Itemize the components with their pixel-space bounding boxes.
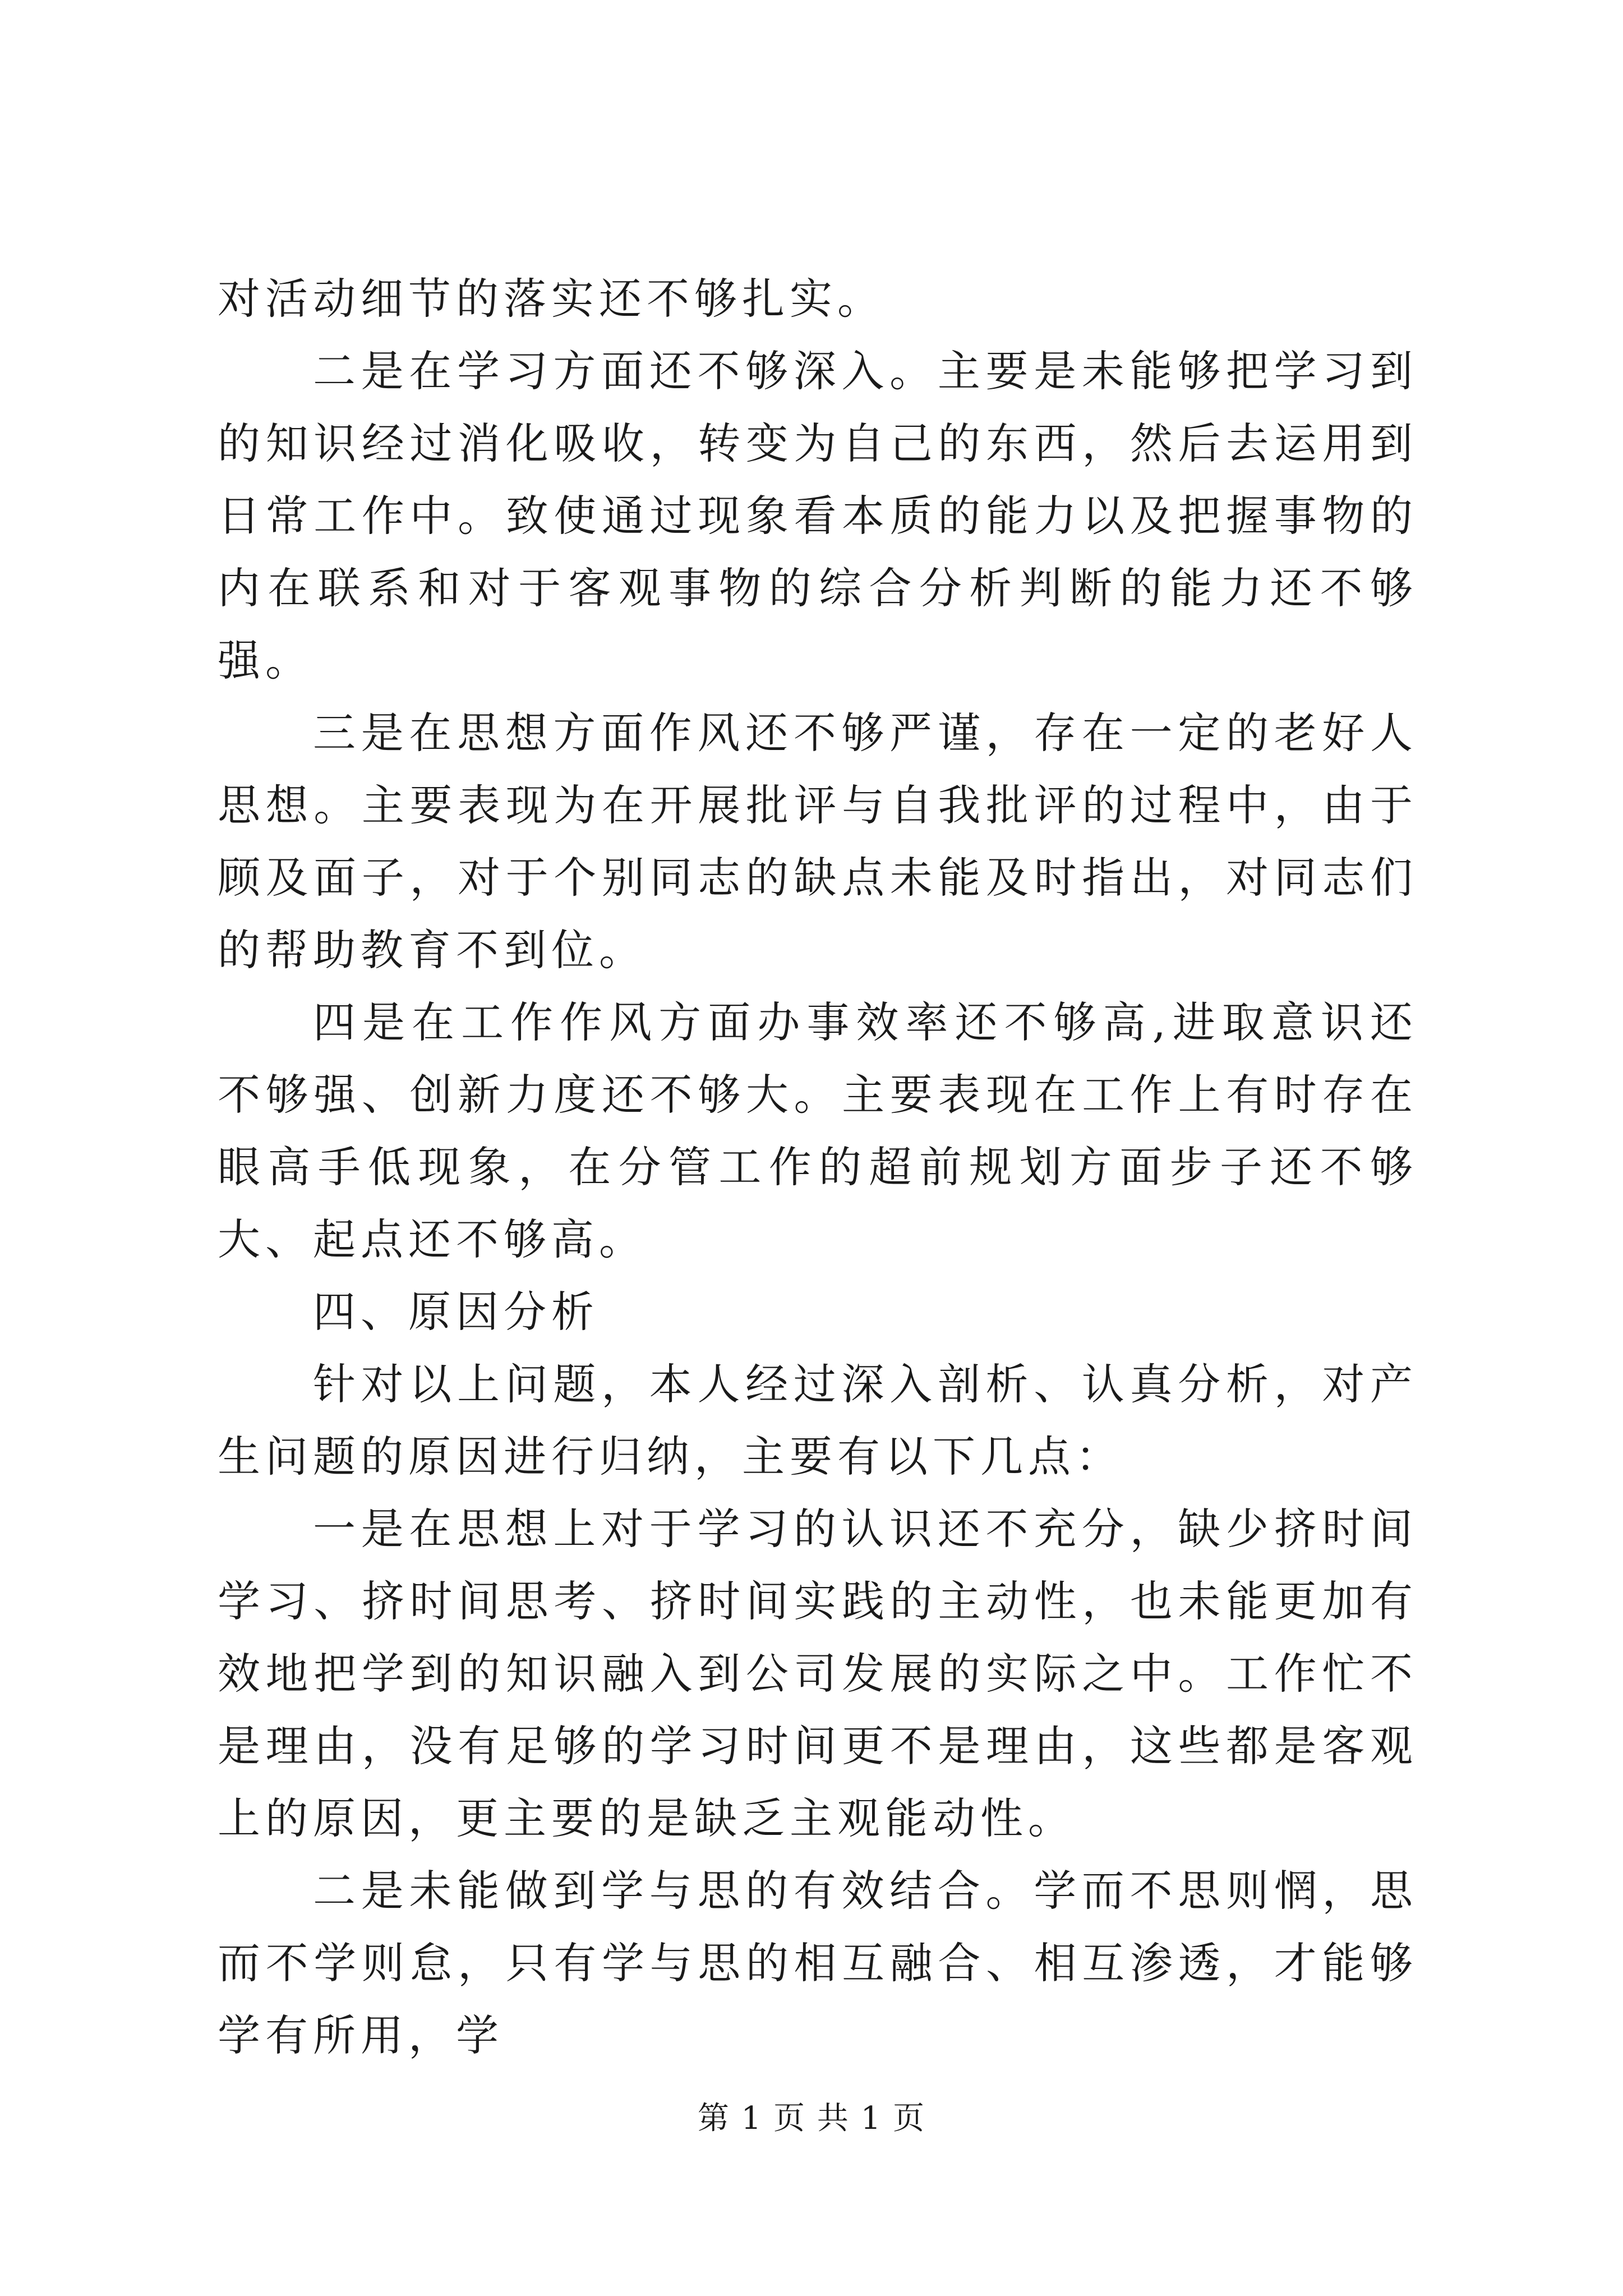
paragraph-3: 三是在思想方面作风还不够严谨，存在一定的老好人思想。主要表现为在开展批评与自我批评的过程中，由于顾及面子，对于个别同志的缺点未能及时指出，对同志们的帮助教育不到位。 — [218, 708, 1418, 975]
section-heading-cause-analysis: 四、原因分析 — [313, 1287, 599, 1337]
paragraph-6: 针对以上问题，本人经过深入剖析、认真分析，对产生问题的原因进行归纳，主要有以下几点： — [218, 1359, 1418, 1481]
paragraph-8: 二是未能做到学与思的有效结合。学而不思则惘，思而不学则怠，只有学与思的相互融合、相互渗透，才能够学有所用，学 — [218, 1866, 1418, 2060]
page-number-footer: 第 1 页 共 1 页 — [697, 2100, 926, 2137]
paragraph-7: 一是在思想上对于学习的认识还不充分，缺少挤时间学习、挤时间思考、挤时间实践的主动性，也未能更加有效地把学到的知识融入到公司发展的实际之中。工作忙不是理由，没有足够的学习时间更不是理由，这些都是客观上的原因，更主要的是缺乏主观能动性。 — [218, 1504, 1418, 1843]
paragraph-1: 对活动细节的落实还不够扎实。 — [218, 274, 885, 324]
document-body — [218, 263, 1418, 2072]
paragraph-4: 四是在工作作风方面办事效率还不够高,进取意识还不够强、创新力度还不够大。主要表现在工作上有时存在眼高手低现象，在分管工作的超前规划方面步子还不够大、起点还不够高。 — [218, 997, 1418, 1264]
paragraph-2: 二是在学习方面还不够深入。主要是未能够把学习到的知识经过消化吸收，转变为自己的东西，然后去运用到日常工作中。致使通过现象看本质的能力以及把握事物的内在联系和对于客观事物的综合分析判断的能力还不够强。 — [218, 346, 1418, 685]
